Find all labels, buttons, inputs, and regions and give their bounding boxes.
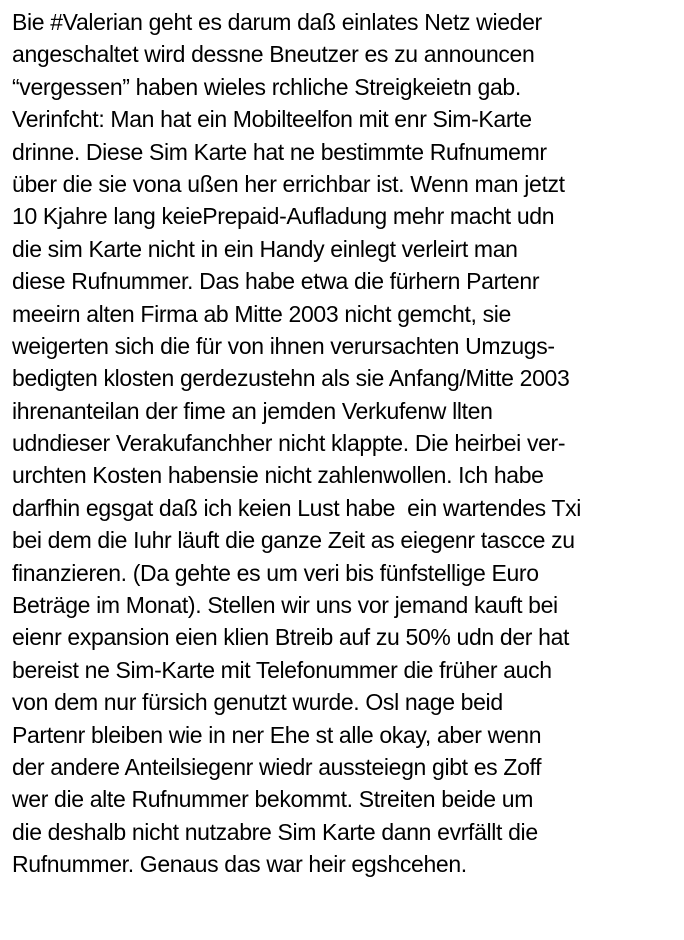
text-line: 10 Kjahre lang keiePrepaid-Aufladung mehr macht udn <box>12 203 555 230</box>
text-line: bereist ne Sim-Karte mit Telefonummer die früher auch <box>12 656 552 683</box>
text-line: Verinfcht: Man hat ein Mobilteelfon mit enr Sim-Karte <box>12 106 532 133</box>
text-line: ihrenanteilan der fime an jemden Verkufenw llten <box>12 397 493 424</box>
text-line: über die sie vona ußen her errichbar ist. Wenn man jetzt <box>12 170 565 197</box>
text-line: Bie #Valerian geht es darum daß einlates Netz wieder <box>12 9 542 35</box>
text-line: diese Rufnummer. Das habe etwa die fürhern Partenr <box>12 268 540 295</box>
body-text <box>12 6 680 881</box>
text-line: darfhin egsgat daß ich keien Lust habe ein wartendes Txi <box>12 494 582 521</box>
text-line: bedigten klosten gerdezustehn als sie Anfang/Mitte 2003 <box>12 365 570 392</box>
text-line: bei dem die Iuhr läuft die ganze Zeit as eiegenr tascce zu <box>12 527 575 554</box>
text-line: Rufnummer. Genaus das war heir egshcehen. <box>12 851 467 878</box>
text-line: finanzieren. (Da gehte es um veri bis fünfstellige Euro <box>12 559 539 586</box>
text-line: wer die alte Rufnummer bekommt. Streiten beide um <box>12 786 534 813</box>
text-line: drinne. Diese Sim Karte hat ne bestimmte Rufnumemr <box>12 138 547 165</box>
text-line: weigerten sich die für von ihnen verursachten Umzugs- <box>12 332 555 359</box>
text-line: Beträge im Monat). Stellen wir uns vor jemand kauft bei <box>12 592 558 619</box>
text-line: urchten Kosten habensie nicht zahlenwollen. Ich habe <box>12 462 544 489</box>
text-line: eienr expansion eien klien Btreib auf zu 50% udn der hat <box>12 624 570 651</box>
text-line: angeschaltet wird dessne Bneutzer es zu announcen <box>12 41 535 68</box>
text-line: “vergessen” haben wieles rchliche Streigkeietn gab. <box>12 73 521 100</box>
text-line: Partenr bleiben wie in ner Ehe st alle okay, aber wenn <box>12 721 542 748</box>
text-line: die sim Karte nicht in ein Handy einlegt verleirt man <box>12 235 518 262</box>
text-line: meeirn alten Firma ab Mitte 2003 nicht gemcht, sie <box>12 300 511 327</box>
text-line: die deshalb nicht nutzabre Sim Karte dann evrfällt die <box>12 818 538 845</box>
text-line: udndieser Verakufanchher nicht klappte. Die heirbei ver- <box>12 430 566 457</box>
text-line: von dem nur fürsich genutzt wurde. Osl nage beid <box>12 689 503 716</box>
text-line: der andere Anteilsiegenr wiedr aussteiegn gibt es Zoff <box>12 753 542 780</box>
